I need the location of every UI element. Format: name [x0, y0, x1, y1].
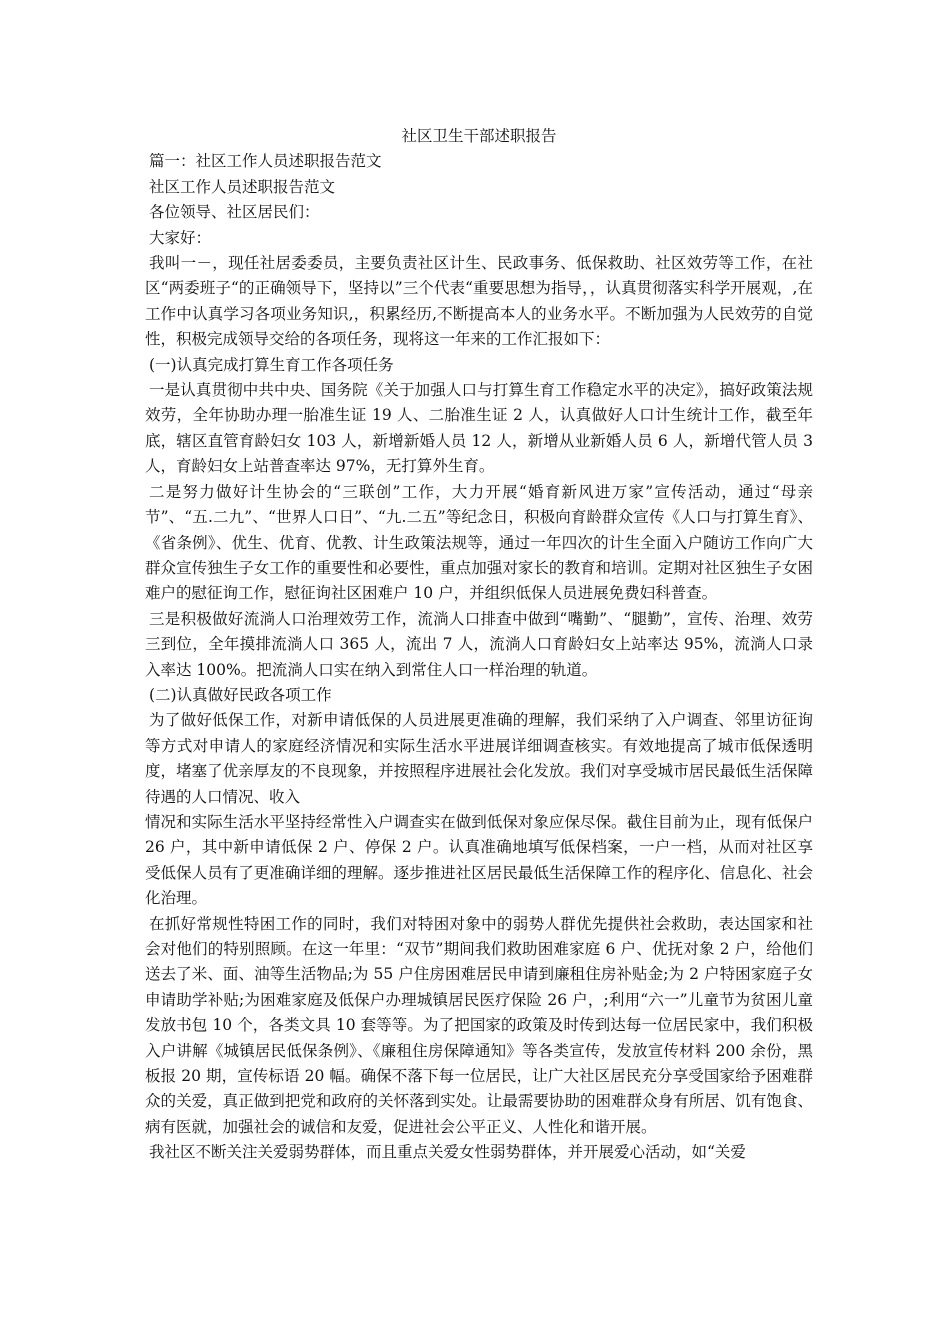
paragraph-item-1: 一是认真贯彻中共中央、国务院《关于加强人口与打算生育工作稳定水平的决定》，搞好政策法规效劳，全年协助办理一胎准生证 19 人、二胎准生证 2 人，认真做好人口计生统计工作，截至年底，辖区直管育龄妇女 103 人，新增新婚人员 12 人，新增从业新婚人员 6 人，新增代管人员 3 人，育龄妇女上站普查率达 97%，无打算外生育。: [145, 381, 813, 476]
paragraph-vulnerable: 我社区不断关注关爱弱势群体，而且重点关爱女性弱势群体，并开展爱心活动，如“关爱: [149, 1143, 746, 1162]
paragraph-item-2: 二是努力做好计生协会的“三联创”工作，大力开展“婚育新风进万家”宣传活动，通过“母亲节”、“五.二九”、“世界人口日”、“九.二五”等纪念日，积极向育龄群众宣传《人口与打算生育》、《省条例》、优生、优育、优教、计生政策法规等，通过一年四次的计生全面入户随访工作向广大群众宣传独生子女工作的重要性和必要性，重点加强对家长的教育和培训。定期对社区独生子女困难户的慰征询工作，慰征询社区困难户 10 户，并组织低保人员进展免费妇科普查。: [145, 482, 813, 603]
paragraph-intro: 我叫一－，现任社居委委员，主要负责社区计生、民政事务、低保救助、社区效劳等工作，在社区“两委班子“的正确领导下，坚持以”三个代表“重要思想为指导，，认真贯彻落实科学开展观，,在工作中认真学习各项业务知识,，积累经历,不断提高本人的业务水平。不断加强为人民效劳的自觉性，积极完成领导交给的各项任务，现将这一年来的工作汇报如下：: [145, 254, 813, 349]
paragraph-greeting: 大家好：: [149, 228, 212, 247]
paragraph-subtitle: 社区工作人员述职报告范文: [149, 177, 336, 196]
paragraph-heading-1: 篇一：社区工作人员述职报告范文: [149, 152, 382, 171]
paragraph-item-3: 三是积极做好流淌人口治理效劳工作，流淌人口排查中做到“嘴勤”、“腿勤”，宣传、治理、效劳三到位，全年摸排流淌人口 365 人，流出 7 人，流淌人口育龄妇女上站率达 95%，流淌人口录入率达 100%。把流淌人口实在纳入到常住人口一样治理的轨道。: [145, 609, 813, 679]
paragraph-assistance: 在抓好常规性特困工作的同时，我们对特困对象中的弱势人群优先提供社会救助，表达国家和社会对他们的特别照顾。在这一年里：“双节”期间我们救助困难家庭 6 户、优抚对象 2 户，给他们送去了米、面、油等生活物品;为 55 户住房困难居民申请到廉租住房补贴金;为 2 户特困家庭子女申请助学补贴;为困难家庭及低保户办理城镇居民医疗保险 26 户，;利用“六一”儿童节为贫困儿童发放书包 10 个，各类文具 10 套等等。为了把国家的政策及时传到达每一位居民家中，我们积极入户讲解《城镇居民低保条例》、《廉租住房保障通知》等各类宣传，发放宣传材料 200 余份，黑板报 20 期，宣传标语 20 幅。确保不落下每一位居民，让广大社区居民充分享受国家给予困难群众的关爱，真正做到把党和政府的关怀落到实处。让最需要协助的困难群众身有所居、饥有饱食、病有医就，加强社会的诚信和友爱，促进社会公平正义、人性化和谐开展。: [145, 914, 813, 1136]
document-page: [145, 124, 813, 1166]
section-heading-1: (一)认真完成打算生育工作各项任务: [149, 355, 394, 374]
paragraph-salutation: 各位领导、社区居民们：: [149, 203, 320, 222]
paragraph-lowincome: 为了做好低保工作，对新申请低保的人员进展更准确的理解，我们采纳了入户调查、邻里访征询等方式对申请人的家庭经济情况和实际生活水平进展详细调查核实。有效地提高了城市低保透明度，堵塞了优亲厚友的不良现象，并按照程序进展社会化发放。我们对享受城市居民最低生活保障待遇的人口情况、收入: [145, 711, 813, 806]
document-title: 社区卫生干部述职报告: [401, 127, 557, 145]
section-heading-2: (二)认真做好民政各项工作: [149, 685, 332, 704]
paragraph-lowincome-cont: 情况和实际生活水平坚持经常性入户调查实在做到低保对象应保尽保。截住目前为止，现有低保户 26 户，其中新申请低保 2 户、停保 2 户。认真准确地填写低保档案，一户一档，从而对社区享受低保人员有了更准确详细的理解。逐步推进社区居民最低生活保障工作的程序化、信息化、社会化治理。: [145, 812, 813, 908]
